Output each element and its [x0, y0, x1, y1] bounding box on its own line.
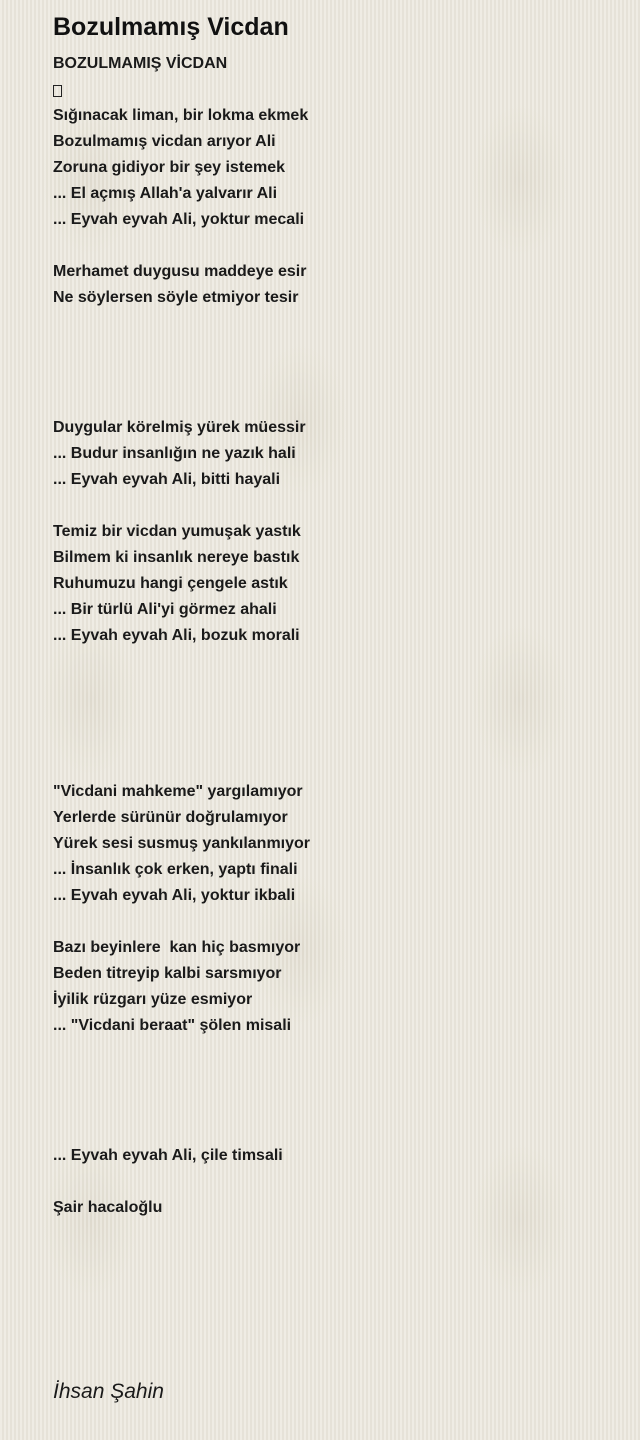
blank-line [53, 909, 613, 935]
unknown-glyph-icon [53, 85, 62, 97]
blank-line [53, 233, 613, 259]
poem-line: Ne söylersen söyle etmiyor tesir [53, 289, 299, 306]
poem-line: Yerlerde sürünür doğrulamıyor [53, 809, 288, 826]
poem-line: ... Eyvah eyvah Ali, yoktur ikbali [53, 887, 296, 904]
poet-name: İhsan Şahin [53, 1380, 164, 1403]
blank-line [53, 675, 613, 701]
blank-line [53, 311, 613, 337]
poem-line: ... Eyvah eyvah Ali, bozuk morali [53, 627, 300, 644]
poem-line: Merhamet duygusu maddeye esir [53, 263, 307, 280]
blank-line [53, 1169, 613, 1195]
poem-line: Yürek sesi susmuş yankılanmıyor [53, 835, 311, 852]
poem-line: Beden titreyip kalbi sarsmıyor [53, 965, 282, 982]
poem-heading: BOZULMAMIŞ VİCDAN [53, 55, 228, 72]
blank-line [53, 1039, 613, 1065]
poem-line: ... İnsanlık çok erken, yaptı finali [53, 861, 298, 878]
poem-line: ... Eyvah eyvah Ali, bitti hayali [53, 471, 281, 488]
poem-line: ... Eyvah eyvah Ali, çile timsali [53, 1147, 283, 1164]
poem-line: ... "Vicdani beraat" şölen misali [53, 1017, 292, 1034]
poem-line: Bazı beyinlere kan hiç basmıyor [53, 939, 301, 956]
blank-line [53, 753, 613, 779]
poem-line: Bilmem ki insanlık nereye bastık [53, 549, 300, 566]
blank-line [53, 1065, 613, 1091]
blank-line [53, 493, 613, 519]
poem-line: İyilik rüzgarı yüze esmiyor [53, 991, 253, 1008]
poem-body [53, 51, 613, 1221]
poem-line: ... Eyvah eyvah Ali, yoktur mecali [53, 211, 305, 228]
blank-line [53, 1117, 613, 1143]
poem-line: Sığınacak liman, bir lokma ekmek [53, 107, 309, 124]
blank-line [53, 727, 613, 753]
poem-line: Zoruna gidiyor bir şey istemek [53, 159, 286, 176]
poem-line: Ruhumuzu hangi çengele astık [53, 575, 288, 592]
blank-line [53, 649, 613, 675]
poem-line: "Vicdani mahkeme" yargılamıyor [53, 783, 303, 800]
poem-line: Duygular körelmiş yürek müessir [53, 419, 306, 436]
poem-line: ... Bir türlü Ali'yi görmez ahali [53, 601, 277, 618]
blank-line [53, 701, 613, 727]
poem-line: Temiz bir vicdan yumuşak yastık [53, 523, 301, 540]
blank-line [53, 389, 613, 415]
poem-line: ... El açmış Allah'a yalvarır Ali [53, 185, 278, 202]
blank-line [53, 337, 613, 363]
poem-title: Bozulmamış Vicdan [53, 13, 289, 41]
poem-lines [53, 103, 613, 1221]
poem-line: Şair hacaloğlu [53, 1199, 163, 1216]
blank-line [53, 1091, 613, 1117]
poem-line: Bozulmamış vicdan arıyor Ali [53, 133, 276, 150]
blank-line [53, 363, 613, 389]
poem-line: ... Budur insanlığın ne yazık hali [53, 445, 296, 462]
unknown-glyph-line [53, 77, 613, 103]
